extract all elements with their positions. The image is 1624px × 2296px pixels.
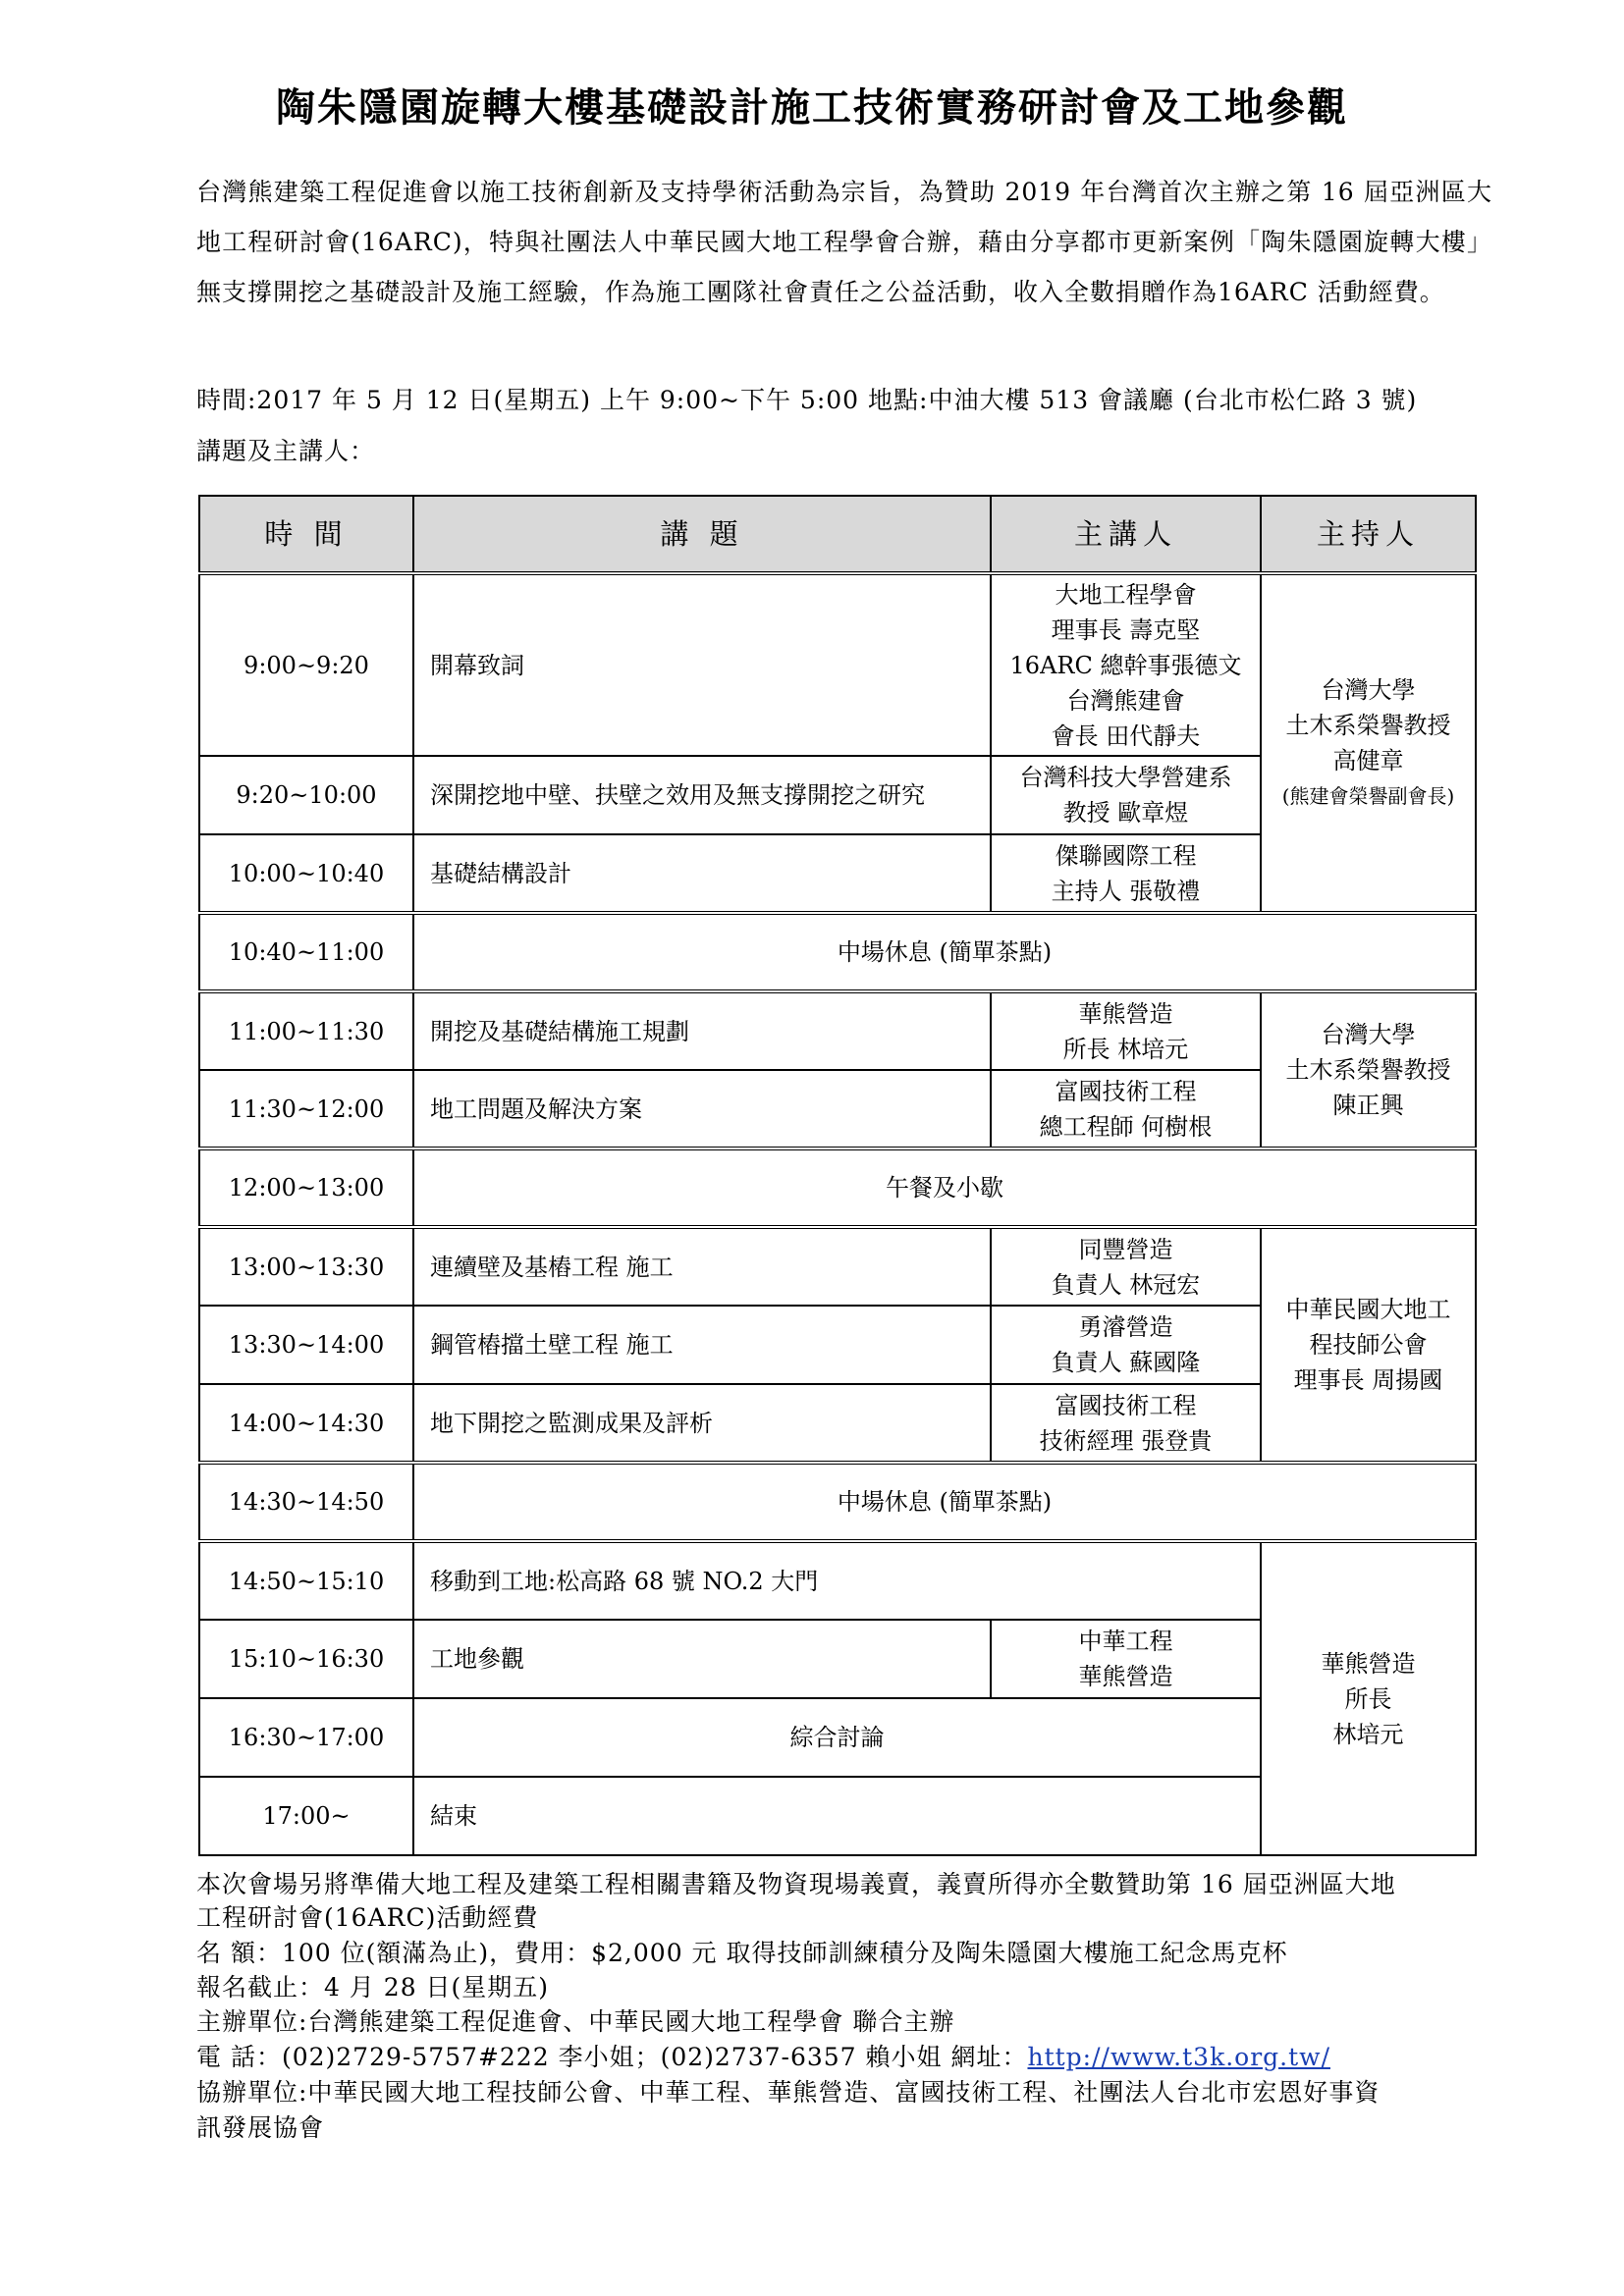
row-time: 9:00~9:20 (199, 573, 413, 756)
row-speaker: 同豐營造 負責人 林冠宏 (991, 1227, 1261, 1306)
host-cell: 中華民國大地工 程技師公會 理事長 周揚國 (1261, 1227, 1476, 1463)
row-topic: 地下開挖之監測成果及評析 (413, 1384, 991, 1463)
row-time: 10:40~11:00 (199, 913, 413, 991)
row-topic: 移動到工地:松高路 68 號 NO.2 大門 (413, 1541, 1261, 1620)
row-time: 11:00~11:30 (199, 991, 413, 1070)
table-row (199, 1227, 1476, 1306)
row-topic: 結束 (413, 1777, 1261, 1855)
row-time: 10:00~10:40 (199, 834, 413, 913)
row-topic: 綜合討論 (413, 1698, 1261, 1777)
row-speaker: 中華工程 華熊營造 (991, 1620, 1261, 1698)
row-speaker: 富國技術工程 技術經理 張登貴 (991, 1384, 1261, 1463)
host-cell: 華熊營造 所長 林培元 (1261, 1541, 1476, 1855)
row-time: 14:30~14:50 (199, 1463, 413, 1541)
row-speaker: 勇濬營造 負責人 蘇國隆 (991, 1306, 1261, 1384)
row-topic: 午餐及小歇 (413, 1148, 1476, 1227)
table-row (199, 1148, 1476, 1227)
row-time: 12:00~13:00 (199, 1148, 413, 1227)
header-time: 時 間 (199, 496, 413, 573)
footer-deadline: 報名截止：4 月 28 日(星期五) (196, 1973, 550, 2002)
host-cell: 台灣大學 土木系榮譽教授 高健章 (熊建會榮譽副會長) (1261, 573, 1476, 913)
footer-sale-2: 工程研討會(16ARC)活動經費 (196, 1903, 539, 1932)
table-row (199, 573, 1476, 756)
row-time: 11:30~12:00 (199, 1070, 413, 1148)
row-topic: 連續壁及基樁工程 施工 (413, 1227, 991, 1306)
row-time: 14:00~14:30 (199, 1384, 413, 1463)
footer-organizer: 主辦單位:台灣熊建築工程促進會、中華民國大地工程學會 聯合主辦 (196, 2007, 955, 2036)
footer-quota: 名 額：100 位(額滿為止)，費用：$2,000 元 取得技師訓練積分及陶朱隱園大樓施工紀念馬克杯 (196, 1939, 1288, 1967)
row-topic: 開挖及基礎結構施工規劃 (413, 991, 991, 1070)
row-time: 14:50~15:10 (199, 1541, 413, 1620)
footer-sale: 本次會場另將準備大地工程及建築工程相關書籍及物資現場義賣，義賣所得亦全數贊助第 16 屆亞洲區大地 (196, 1870, 1396, 1898)
header-host: 主持人 (1261, 496, 1476, 573)
row-topic: 工地參觀 (413, 1620, 991, 1698)
footer-phone (196, 2038, 1330, 2073)
footer-coorganizer: 協辦單位:中華民國大地工程技師公會、中華工程、華熊營造、富國技術工程、社團法人台北市宏恩好事資 (196, 2078, 1380, 2107)
row-time: 13:00~13:30 (199, 1227, 413, 1306)
row-speaker: 大地工程學會 理事長 壽克堅 16ARC 總幹事張德文 台灣熊建會 會長 田代靜夫 (991, 573, 1261, 756)
row-speaker: 富國技術工程 總工程師 何樹根 (991, 1070, 1261, 1148)
page-title: 陶朱隱園旋轉大樓基礎設計施工技術實務研討會及工地參觀 (276, 85, 1348, 131)
row-topic: 深開挖地中壁、扶壁之效用及無支撐開挖之研究 (413, 756, 991, 834)
row-time: 15:10~16:30 (199, 1620, 413, 1698)
row-time: 9:20~10:00 (199, 756, 413, 834)
row-speaker: 台灣科技大學營建系 教授 歐章煜 (991, 756, 1261, 834)
row-time: 17:00~ (199, 1777, 413, 1855)
table-row (199, 1463, 1476, 1541)
time-location: 時間:2017 年 5 月 12 日(星期五) 上午 9:00~下午 5:00 地點:中油大樓 513 會議廳 (台北市松仁路 3 號) (196, 386, 1418, 414)
table-row (199, 1541, 1476, 1620)
footer-coorganizer-2: 訊發展協會 (196, 2113, 325, 2142)
website-link[interactable]: http://www.t3k.org.tw/ (1027, 2043, 1330, 2071)
row-time: 16:30~17:00 (199, 1698, 413, 1777)
speakers-label: 講題及主講人： (196, 437, 376, 465)
row-topic: 鋼管樁擋土壁工程 施工 (413, 1306, 991, 1384)
table-row (199, 991, 1476, 1070)
row-time: 13:30~14:00 (199, 1306, 413, 1384)
row-topic: 中場休息 (簡單茶點) (413, 1463, 1476, 1541)
schedule-table (198, 495, 1477, 1856)
host-cell: 台灣大學 土木系榮譽教授 陳正興 (1261, 991, 1476, 1148)
row-topic: 基礎結構設計 (413, 834, 991, 913)
footer-phone-text: 電 話：(02)2729-5757#222 李小姐；(02)2737-6357 賴小姐 網址： (196, 2043, 1028, 2071)
row-topic: 地工問題及解決方案 (413, 1070, 991, 1148)
row-speaker: 傑聯國際工程 主持人 張敬禮 (991, 834, 1261, 913)
row-speaker: 華熊營造 所長 林培元 (991, 991, 1261, 1070)
header-speaker: 主講人 (991, 496, 1261, 573)
row-topic: 開幕致詞 (413, 573, 991, 756)
row-topic: 中場休息 (簡單茶點) (413, 913, 1476, 991)
table-row (199, 913, 1476, 991)
header-topic: 講 題 (413, 496, 991, 573)
intro-paragraph: 台灣熊建築工程促進會以施工技術創新及支持學術活動為宗旨，為贊助 2019 年台灣首次主辦之第 16 屆亞洲區大地工程研討會(16ARC)，特與社團法人中華民國大地工程學會合辦，藉由分享都市更新案例「陶朱隱園旋轉大樓」無支撐開挖之基礎設計及施工經驗，作為施工團隊社會責任之公益活動，收入全數捐贈作為16ARC 活動經費。 (196, 178, 1492, 306)
